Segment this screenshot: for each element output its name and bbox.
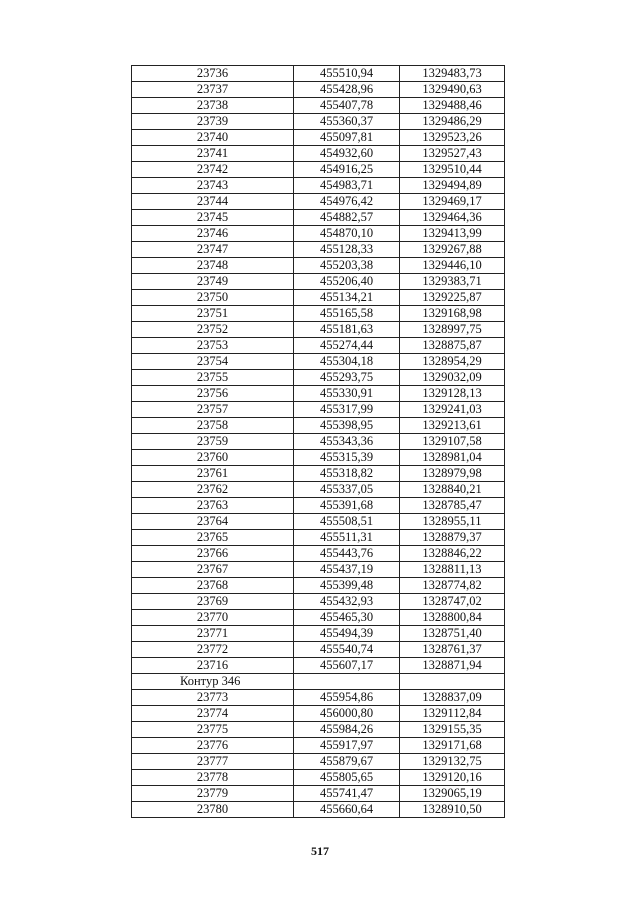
table-row <box>132 530 505 546</box>
table-row <box>132 770 505 786</box>
table-row <box>132 162 505 178</box>
y-coordinate-cell: 1329213,61 <box>400 418 505 434</box>
y-coordinate-cell: 1329483,73 <box>400 66 505 82</box>
y-coordinate-cell: 1328837,09 <box>400 690 505 706</box>
point-number-cell: 23741 <box>132 146 294 162</box>
table-row <box>132 706 505 722</box>
x-coordinate-cell: 455318,82 <box>294 466 400 482</box>
point-number-cell: 23737 <box>132 82 294 98</box>
point-number-cell: 23748 <box>132 258 294 274</box>
page-number: 517 <box>311 844 329 858</box>
y-coordinate-cell: 1328879,37 <box>400 530 505 546</box>
x-coordinate-cell: 455540,74 <box>294 642 400 658</box>
x-coordinate-cell: 454870,10 <box>294 226 400 242</box>
y-coordinate-cell: 1328979,98 <box>400 466 505 482</box>
x-coordinate-cell: 455437,19 <box>294 562 400 578</box>
x-coordinate-cell: 455660,64 <box>294 802 400 818</box>
point-number-cell: 23738 <box>132 98 294 114</box>
table-row <box>132 594 505 610</box>
point-number-cell: 23765 <box>132 530 294 546</box>
y-coordinate-cell: 1328997,75 <box>400 322 505 338</box>
y-coordinate-cell: 1328846,22 <box>400 546 505 562</box>
table-row <box>132 194 505 210</box>
point-number-cell: 23757 <box>132 402 294 418</box>
table-row <box>132 546 505 562</box>
x-coordinate-cell: 455181,63 <box>294 322 400 338</box>
table-row <box>132 802 505 818</box>
table-row <box>132 402 505 418</box>
x-coordinate-cell: 454882,57 <box>294 210 400 226</box>
x-coordinate-cell: 455128,33 <box>294 242 400 258</box>
x-coordinate-cell: 455274,44 <box>294 338 400 354</box>
table-row <box>132 386 505 402</box>
table-row <box>132 434 505 450</box>
y-coordinate-cell: 1329225,87 <box>400 290 505 306</box>
table-row <box>132 322 505 338</box>
coordinates-table <box>131 65 505 818</box>
x-coordinate-cell: 455317,99 <box>294 402 400 418</box>
table-row <box>132 626 505 642</box>
x-coordinate-cell: 455097,81 <box>294 130 400 146</box>
table-row <box>132 354 505 370</box>
empty-cell <box>400 674 505 690</box>
point-number-cell: 23758 <box>132 418 294 434</box>
y-coordinate-cell: 1328774,82 <box>400 578 505 594</box>
x-coordinate-cell: 455360,37 <box>294 114 400 130</box>
point-number-cell: 23772 <box>132 642 294 658</box>
x-coordinate-cell: 455443,76 <box>294 546 400 562</box>
x-coordinate-cell: 455304,18 <box>294 354 400 370</box>
x-coordinate-cell: 455954,86 <box>294 690 400 706</box>
y-coordinate-cell: 1329155,35 <box>400 722 505 738</box>
y-coordinate-cell: 1328981,04 <box>400 450 505 466</box>
table-row <box>132 466 505 482</box>
y-coordinate-cell: 1328955,11 <box>400 514 505 530</box>
point-number-cell: 23754 <box>132 354 294 370</box>
table-row <box>132 498 505 514</box>
y-coordinate-cell: 1329494,89 <box>400 178 505 194</box>
table-row <box>132 178 505 194</box>
y-coordinate-cell: 1328811,13 <box>400 562 505 578</box>
table-row <box>132 450 505 466</box>
table-row <box>132 98 505 114</box>
y-coordinate-cell: 1329171,68 <box>400 738 505 754</box>
y-coordinate-cell: 1328751,40 <box>400 626 505 642</box>
x-coordinate-cell: 455508,51 <box>294 514 400 530</box>
y-coordinate-cell: 1329488,46 <box>400 98 505 114</box>
table-row <box>132 610 505 626</box>
point-number-cell: 23762 <box>132 482 294 498</box>
y-coordinate-cell: 1329032,09 <box>400 370 505 386</box>
x-coordinate-cell: 455315,39 <box>294 450 400 466</box>
point-number-cell: 23777 <box>132 754 294 770</box>
y-coordinate-cell: 1329523,26 <box>400 130 505 146</box>
point-number-cell: 23749 <box>132 274 294 290</box>
x-coordinate-cell: 455465,30 <box>294 610 400 626</box>
table-row <box>132 482 505 498</box>
x-coordinate-cell: 455398,95 <box>294 418 400 434</box>
y-coordinate-cell: 1329128,13 <box>400 386 505 402</box>
point-number-cell: 23768 <box>132 578 294 594</box>
y-coordinate-cell: 1329510,44 <box>400 162 505 178</box>
point-number-cell: 23746 <box>132 226 294 242</box>
coordinates-table-body <box>132 66 505 818</box>
x-coordinate-cell: 455741,47 <box>294 786 400 802</box>
point-number-cell: 23771 <box>132 626 294 642</box>
y-coordinate-cell: 1329413,99 <box>400 226 505 242</box>
table-row <box>132 226 505 242</box>
y-coordinate-cell: 1329267,88 <box>400 242 505 258</box>
x-coordinate-cell: 455511,31 <box>294 530 400 546</box>
point-number-cell: 23769 <box>132 594 294 610</box>
x-coordinate-cell: 455206,40 <box>294 274 400 290</box>
point-number-cell: 23756 <box>132 386 294 402</box>
point-number-cell: 23763 <box>132 498 294 514</box>
table-row <box>132 258 505 274</box>
table-row <box>132 130 505 146</box>
table-row <box>132 578 505 594</box>
y-coordinate-cell: 1328871,94 <box>400 658 505 674</box>
point-number-cell: 23716 <box>132 658 294 674</box>
y-coordinate-cell: 1328875,87 <box>400 338 505 354</box>
table-row <box>132 338 505 354</box>
table-row <box>132 242 505 258</box>
point-number-cell: 23759 <box>132 434 294 450</box>
point-number-cell: 23776 <box>132 738 294 754</box>
table-row <box>132 514 505 530</box>
table-row <box>132 290 505 306</box>
table-row <box>132 370 505 386</box>
y-coordinate-cell: 1329464,36 <box>400 210 505 226</box>
x-coordinate-cell: 455879,67 <box>294 754 400 770</box>
empty-cell <box>294 674 400 690</box>
section-label: Контур 346 <box>132 674 294 690</box>
y-coordinate-cell: 1328954,29 <box>400 354 505 370</box>
y-coordinate-cell: 1329446,10 <box>400 258 505 274</box>
y-coordinate-cell: 1328840,21 <box>400 482 505 498</box>
x-coordinate-cell: 455494,39 <box>294 626 400 642</box>
x-coordinate-cell: 454976,42 <box>294 194 400 210</box>
table-row <box>132 114 505 130</box>
point-number-cell: 23747 <box>132 242 294 258</box>
x-coordinate-cell: 455134,21 <box>294 290 400 306</box>
x-coordinate-cell: 455984,26 <box>294 722 400 738</box>
x-coordinate-cell: 455407,78 <box>294 98 400 114</box>
point-number-cell: 23764 <box>132 514 294 530</box>
point-number-cell: 23778 <box>132 770 294 786</box>
x-coordinate-cell: 455428,96 <box>294 82 400 98</box>
x-coordinate-cell: 455391,68 <box>294 498 400 514</box>
point-number-cell: 23752 <box>132 322 294 338</box>
y-coordinate-cell: 1329065,19 <box>400 786 505 802</box>
x-coordinate-cell: 455293,75 <box>294 370 400 386</box>
point-number-cell: 23740 <box>132 130 294 146</box>
point-number-cell: 23750 <box>132 290 294 306</box>
x-coordinate-cell: 455607,17 <box>294 658 400 674</box>
point-number-cell: 23739 <box>132 114 294 130</box>
point-number-cell: 23767 <box>132 562 294 578</box>
x-coordinate-cell: 455343,36 <box>294 434 400 450</box>
table-row <box>132 642 505 658</box>
table-row <box>132 754 505 770</box>
point-number-cell: 23742 <box>132 162 294 178</box>
x-coordinate-cell: 455432,93 <box>294 594 400 610</box>
y-coordinate-cell: 1329112,84 <box>400 706 505 722</box>
table-row <box>132 786 505 802</box>
table-row <box>132 690 505 706</box>
point-number-cell: 23774 <box>132 706 294 722</box>
point-number-cell: 23743 <box>132 178 294 194</box>
x-coordinate-cell: 454983,71 <box>294 178 400 194</box>
table-row <box>132 562 505 578</box>
x-coordinate-cell: 456000,80 <box>294 706 400 722</box>
point-number-cell: 23753 <box>132 338 294 354</box>
point-number-cell: 23744 <box>132 194 294 210</box>
table-row <box>132 66 505 82</box>
point-number-cell: 23766 <box>132 546 294 562</box>
point-number-cell: 23761 <box>132 466 294 482</box>
x-coordinate-cell: 455510,94 <box>294 66 400 82</box>
y-coordinate-cell: 1329132,75 <box>400 754 505 770</box>
table-row <box>132 306 505 322</box>
y-coordinate-cell: 1329486,29 <box>400 114 505 130</box>
x-coordinate-cell: 455805,65 <box>294 770 400 786</box>
y-coordinate-cell: 1329469,17 <box>400 194 505 210</box>
table-row <box>132 658 505 674</box>
x-coordinate-cell: 455337,05 <box>294 482 400 498</box>
y-coordinate-cell: 1329168,98 <box>400 306 505 322</box>
y-coordinate-cell: 1329241,03 <box>400 402 505 418</box>
table-row <box>132 418 505 434</box>
y-coordinate-cell: 1328761,37 <box>400 642 505 658</box>
point-number-cell: 23736 <box>132 66 294 82</box>
x-coordinate-cell: 454916,25 <box>294 162 400 178</box>
point-number-cell: 23779 <box>132 786 294 802</box>
y-coordinate-cell: 1328785,47 <box>400 498 505 514</box>
x-coordinate-cell: 455917,97 <box>294 738 400 754</box>
coordinates-table-container <box>131 65 504 818</box>
y-coordinate-cell: 1328910,50 <box>400 802 505 818</box>
y-coordinate-cell: 1329383,71 <box>400 274 505 290</box>
point-number-cell: 23775 <box>132 722 294 738</box>
section-header-row <box>132 674 505 690</box>
point-number-cell: 23745 <box>132 210 294 226</box>
point-number-cell: 23751 <box>132 306 294 322</box>
point-number-cell: 23770 <box>132 610 294 626</box>
x-coordinate-cell: 455399,48 <box>294 578 400 594</box>
y-coordinate-cell: 1329107,58 <box>400 434 505 450</box>
x-coordinate-cell: 454932,60 <box>294 146 400 162</box>
y-coordinate-cell: 1328800,84 <box>400 610 505 626</box>
point-number-cell: 23755 <box>132 370 294 386</box>
y-coordinate-cell: 1329120,16 <box>400 770 505 786</box>
x-coordinate-cell: 455203,38 <box>294 258 400 274</box>
table-row <box>132 82 505 98</box>
y-coordinate-cell: 1329490,63 <box>400 82 505 98</box>
table-row <box>132 146 505 162</box>
point-number-cell: 23780 <box>132 802 294 818</box>
table-row <box>132 738 505 754</box>
table-row <box>132 210 505 226</box>
x-coordinate-cell: 455165,58 <box>294 306 400 322</box>
y-coordinate-cell: 1329527,43 <box>400 146 505 162</box>
table-row <box>132 722 505 738</box>
point-number-cell: 23760 <box>132 450 294 466</box>
y-coordinate-cell: 1328747,02 <box>400 594 505 610</box>
point-number-cell: 23773 <box>132 690 294 706</box>
table-row <box>132 274 505 290</box>
x-coordinate-cell: 455330,91 <box>294 386 400 402</box>
